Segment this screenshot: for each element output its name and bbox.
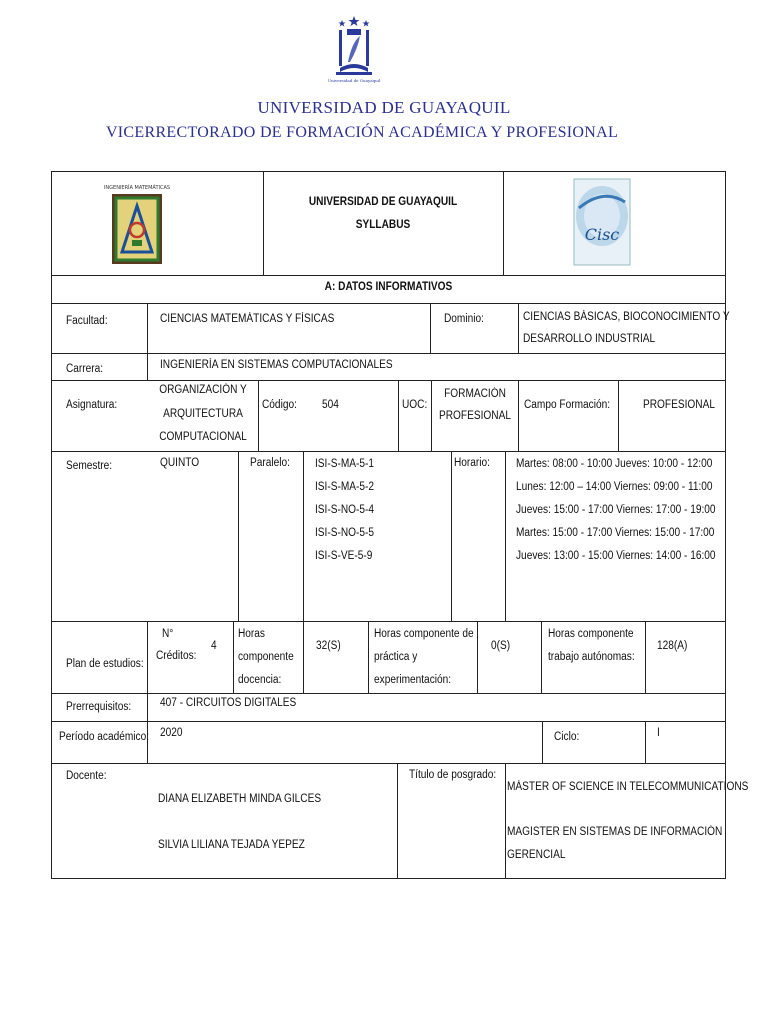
practica-value: 0(S) bbox=[491, 640, 511, 652]
semestre-value: QUINTO bbox=[160, 457, 200, 469]
paralelo-item: ISI-S-NO-5-4 bbox=[315, 504, 375, 516]
practica-label-line2: práctica y bbox=[374, 651, 418, 663]
creditos-label-line1: N° bbox=[162, 628, 174, 640]
autonomo-label-line1: Horas componente bbox=[548, 628, 634, 640]
titulo-posgrado-2-line2: GERENCIAL bbox=[507, 849, 566, 861]
dominio-label: Dominio: bbox=[444, 313, 484, 325]
section-a-heading: A: DATOS INFORMATIVOS bbox=[324, 281, 453, 293]
asignatura-value-line1: ORGANIZACIÓN Y bbox=[159, 384, 247, 396]
asignatura-value-line2: ARQUITECTURA bbox=[163, 408, 243, 420]
title-box-university: UNIVERSIDAD DE GUAYAQUIL bbox=[308, 196, 458, 208]
horario-list bbox=[516, 453, 716, 568]
horario-item: Martes: 08:00 - 10:00 Jueves: 10:00 - 12:00 bbox=[516, 458, 713, 470]
docencia-label-line2: componente bbox=[238, 651, 294, 663]
periodo-academico-label: Período académico: bbox=[59, 731, 150, 743]
docencia-label-line1: Horas bbox=[238, 628, 266, 640]
paralelo-item: ISI-S-NO-5-5 bbox=[315, 527, 375, 539]
practica-label-line3: experimentación: bbox=[374, 674, 452, 686]
paralelo-item: ISI-S-VE-5-9 bbox=[315, 550, 373, 562]
titulo-posgrado-label: Título de posgrado: bbox=[409, 769, 497, 781]
prerrequisitos-label: Prerrequisitos: bbox=[66, 701, 132, 713]
creditos-value: 4 bbox=[211, 640, 217, 652]
svg-text:INGENIERÍA MATEMÁTICAS: INGENIERÍA MATEMÁTICAS bbox=[103, 185, 171, 191]
practica-label-line1: Horas componente de bbox=[374, 628, 474, 640]
dominio-value-line1: CIENCIAS BÁSICAS, BIOCONOCIMIENTO Y bbox=[523, 311, 730, 323]
vicerrectorado-header: VICERRECTORADO DE FORMACIÓN ACADÉMICA Y PROFESIONAL bbox=[105, 124, 619, 141]
uoc-value-line1: FORMACIÓN bbox=[444, 388, 506, 400]
carrera-label: Carrera: bbox=[66, 363, 104, 375]
paralelo-list bbox=[315, 453, 374, 568]
prerrequisitos-value: 407 - CIRCUITOS DIGITALES bbox=[160, 697, 297, 709]
paralelo-label: Paralelo: bbox=[250, 457, 290, 469]
ciclo-value: I bbox=[657, 727, 660, 739]
horario-item: Martes: 15:00 - 17:00 Viernes: 15:00 - 17:00 bbox=[516, 527, 715, 539]
horario-item: Jueves: 13:00 - 15:00 Viernes: 14:00 - 16:00 bbox=[516, 550, 716, 562]
svg-text:Universidad de Guayaquil: Universidad de Guayaquil bbox=[327, 78, 381, 83]
facultad-value: CIENCIAS MATEMÁTICAS Y FÍSICAS bbox=[160, 313, 335, 325]
asignatura-value-line3: COMPUTACIONAL bbox=[159, 431, 247, 443]
periodo-academico-value: 2020 bbox=[160, 727, 183, 739]
autonomo-value: 128(A) bbox=[657, 640, 688, 652]
paralelo-item: ISI-S-MA-5-1 bbox=[315, 458, 375, 470]
docente-label: Docente: bbox=[66, 770, 107, 782]
campo-formacion-label: Campo Formación: bbox=[524, 399, 611, 411]
titulo-posgrado-1: MÁSTER OF SCIENCE IN TELECOMMUNICATIONS bbox=[507, 781, 749, 793]
dominio-value-line2: DESARROLLO INDUSTRIAL bbox=[523, 333, 656, 345]
creditos-label-line2: Créditos: bbox=[156, 650, 197, 662]
campo-formacion-value: PROFESIONAL bbox=[643, 399, 715, 411]
svg-text:Cisc: Cisc bbox=[584, 225, 620, 244]
docencia-value: 32(S) bbox=[316, 640, 341, 652]
codigo-value: 504 bbox=[322, 399, 339, 411]
title-box-syllabus: SYLLABUS bbox=[355, 219, 411, 231]
faculty-logo bbox=[103, 182, 171, 266]
uoc-label: UOC: bbox=[402, 399, 428, 411]
semestre-label: Semestre: bbox=[66, 460, 113, 472]
ciclo-label: Ciclo: bbox=[554, 731, 580, 743]
titulo-posgrado-2-line1: MAGISTER EN SISTEMAS DE INFORMACIÓN bbox=[507, 826, 723, 838]
uoc-value-line2: PROFESIONAL bbox=[439, 410, 511, 422]
plan-estudios-label: Plan de estudios: bbox=[66, 658, 144, 670]
docente-name: DIANA ELIZABETH MINDA GILCES bbox=[158, 793, 322, 805]
asignatura-label: Asignatura: bbox=[66, 399, 118, 411]
facultad-label: Facultad: bbox=[66, 315, 108, 327]
university-header-title: UNIVERSIDAD DE GUAYAQUIL bbox=[257, 98, 511, 117]
carrera-value: INGENIERÍA EN SISTEMAS COMPUTACIONALES bbox=[160, 359, 393, 371]
codigo-label: Código: bbox=[262, 399, 297, 411]
horario-item: Lunes: 12:00 – 14:00 Viernes: 09:00 - 11:00 bbox=[516, 481, 713, 493]
autonomo-label-line2: trabajo autónomas: bbox=[548, 651, 635, 663]
horario-item: Jueves: 15:00 - 17:00 Viernes: 17:00 - 19:00 bbox=[516, 504, 716, 516]
university-seal-logo bbox=[327, 14, 381, 86]
cisc-logo bbox=[573, 178, 631, 266]
docente-name: SILVIA LILIANA TEJADA YEPEZ bbox=[158, 839, 305, 851]
docencia-label-line3: docencia: bbox=[238, 674, 282, 686]
horario-label: Horario: bbox=[454, 457, 490, 469]
paralelo-item: ISI-S-MA-5-2 bbox=[315, 481, 375, 493]
